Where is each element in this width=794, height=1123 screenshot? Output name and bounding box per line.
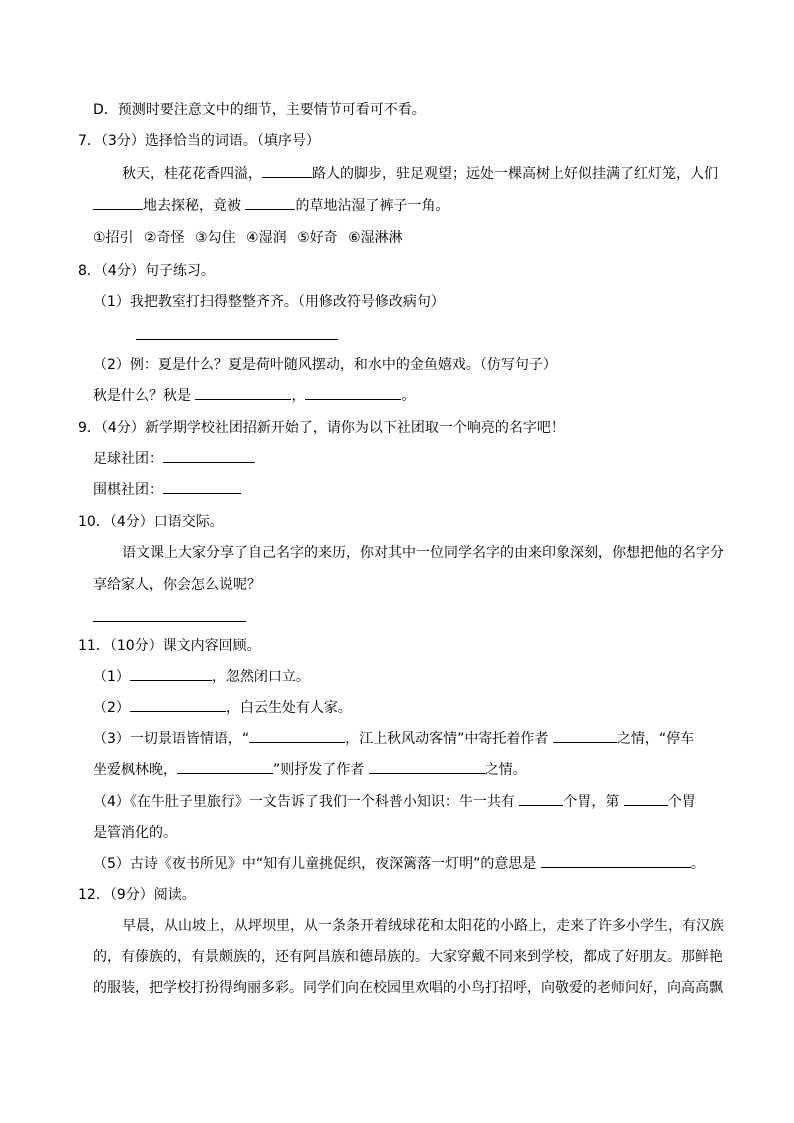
q11-part1 <box>93 667 310 687</box>
q12-header-text: 12．（9分）阅读。 <box>78 887 196 903</box>
q11-part4-a: （4）《在牛肚子里旅行》一文告诉了我们一个科普小知识：牛一共有 <box>93 794 520 810</box>
q7-options <box>93 228 409 248</box>
q11-part3-a: （3）一切景语皆情语，“ <box>93 731 250 747</box>
q11-part4-blank-2[interactable] <box>624 792 668 806</box>
q7-para1-a: 秋天，桂花花香四溢， <box>122 166 262 182</box>
q8-part1 <box>93 292 445 312</box>
q11-part5 <box>93 854 705 874</box>
q7-option-3: ③勾住 <box>195 230 236 246</box>
q11-part3-f: 之情。 <box>484 762 527 778</box>
q9-go-blank[interactable] <box>163 480 241 494</box>
q6-option-d-text: D．预测时要注意文中的细节，主要情节可看可不看。 <box>93 102 426 118</box>
q7-paragraph-line2 <box>93 196 449 216</box>
q11-part3-b: ，江上秋风动客情”中寄托着作者 <box>345 731 553 747</box>
q11-part4-blank-1[interactable] <box>519 792 563 806</box>
q7-header-text: 7．（3分）选择恰当的词语。（填序号） <box>78 133 320 149</box>
q8-part2-answer-prefix: 秋是什么？秋是 <box>93 388 196 404</box>
q9-football-blank[interactable] <box>163 449 255 463</box>
q12-para-line1 <box>122 916 724 936</box>
q11-part5-blank[interactable] <box>541 854 691 868</box>
q11-part4-c: 个胃 <box>667 794 696 810</box>
q11-part3-d: 坐爱枫林晚， <box>93 762 177 778</box>
q12-para1-text: 早晨，从山坡上，从坪坝里，从一条条开着绒球花和太阳花的小路上，走来了许多小学生，有汉族 <box>122 918 724 934</box>
q11-part3-blank-2[interactable] <box>553 729 617 743</box>
q7-option-6: ⑥湿淋淋 <box>348 230 403 246</box>
q11-part3-c: 之情，“停车 <box>616 731 695 747</box>
q10-para2-text: 享给家人，你会怎么说呢？ <box>93 577 261 593</box>
q7-header <box>78 131 320 151</box>
q11-part1-blank[interactable] <box>130 667 212 681</box>
q7-para1-b: 路人的脚步，驻足观望；远处一棵高树上好似挂满了红灯笼，人们 <box>312 166 718 182</box>
q11-part4-b: 个胃，第 <box>563 794 624 810</box>
q8-header <box>78 261 215 281</box>
q10-header-text: 10．（4分）口语交际。 <box>78 514 224 530</box>
q7-blank-2[interactable] <box>93 196 143 210</box>
q8-part2-blank-2[interactable] <box>305 386 401 400</box>
q11-part1-label: （1） <box>93 669 130 685</box>
q7-paragraph-line1 <box>122 164 718 184</box>
q8-header-text: 8．（4分）句子练习。 <box>78 263 215 279</box>
q11-part5-a: （5）古诗《夜书所见》中“知有儿童挑促织，夜深篱落一灯明”的意思是 <box>93 856 541 872</box>
q7-para2-a: 地去探秘，竟被 <box>143 198 246 214</box>
q12-para2-text: 的，有傣族的，有景颇族的，还有阿昌族和德昂族的。大家穿戴不同来到学校，都成了好朋友。那鲜艳 <box>93 949 723 965</box>
q11-part1-text: ，忽然闭口立。 <box>211 669 310 685</box>
q11-part3-blank-3[interactable] <box>177 760 273 774</box>
q7-para2-b: 的草地沾湿了裤子一角。 <box>295 198 450 214</box>
q6-option-d <box>93 100 426 120</box>
q11-part3-e: ”则抒发了作者 <box>273 762 369 778</box>
q8-part2-blank-1[interactable] <box>195 386 291 400</box>
q7-option-1: ①招引 <box>93 230 134 246</box>
q11-part2-label: （2） <box>93 700 130 716</box>
q11-part5-b: 。 <box>690 856 705 872</box>
q11-part4-line2 <box>93 823 177 843</box>
q8-part2 <box>93 355 557 375</box>
q12-para3-text: 的服装，把学校打扮得绚丽多彩。同学们向在校园里欢唱的小鸟打招呼，向敬爱的老师问好，向高高飘 <box>93 980 723 996</box>
q8-part2-answer <box>93 386 415 406</box>
q11-part4-line1 <box>93 792 696 812</box>
q11-part4-d: 是管消化的。 <box>93 825 177 841</box>
q11-part3-line2 <box>93 760 527 780</box>
q7-blank-3[interactable] <box>245 196 295 210</box>
q10-para1-text: 语文课上大家分享了自己名字的来历，你对其中一位同学名字的由来印象深刻，你想把他的名字分 <box>122 545 724 561</box>
q7-option-2: ②奇怪 <box>144 230 185 246</box>
q9-header <box>78 418 565 438</box>
q12-para-line2 <box>93 947 723 967</box>
q9-go-label: 围棋社团： <box>93 482 163 498</box>
q10-para-line1 <box>122 543 724 563</box>
q12-para-line3 <box>93 978 723 998</box>
q7-option-4: ④湿润 <box>246 230 287 246</box>
q11-part3-blank-4[interactable] <box>369 760 485 774</box>
q9-header-text: 9．（4分）新学期学校社团招新开始了，请你为以下社团取一个响亮的名字吧！ <box>78 420 565 436</box>
q11-part3-line1 <box>93 729 694 749</box>
q10-para-line2 <box>93 575 261 595</box>
q9-item-football <box>93 449 255 469</box>
q11-part3-blank-1[interactable] <box>249 729 345 743</box>
q7-blank-1[interactable] <box>262 164 312 178</box>
q11-part2-blank[interactable] <box>130 698 226 712</box>
q9-football-label: 足球社团： <box>93 451 163 467</box>
q9-item-go <box>93 480 241 500</box>
q10-answer-line[interactable] <box>93 621 246 622</box>
q8-part1-text: （1）我把教室打扫得整整齐齐。（用修改符号修改病句） <box>93 294 445 310</box>
q11-part2 <box>93 698 352 718</box>
q8-part1-answer-line[interactable] <box>136 339 338 340</box>
q11-header <box>78 636 261 656</box>
q7-option-5: ⑤好奇 <box>297 230 338 246</box>
q11-part2-text: ，白云生处有人家。 <box>225 700 352 716</box>
q8-part2-separator: ， <box>291 388 306 404</box>
q8-part2-end: 。 <box>401 388 416 404</box>
q11-header-text: 11．（10分）课文内容回顾。 <box>78 638 261 654</box>
q8-part2-text: （2）例：夏是什么？夏是荷叶随风摆动，和水中的金鱼嬉戏。（仿写句子） <box>93 357 557 373</box>
q10-header <box>78 512 224 532</box>
q12-header <box>78 885 196 905</box>
